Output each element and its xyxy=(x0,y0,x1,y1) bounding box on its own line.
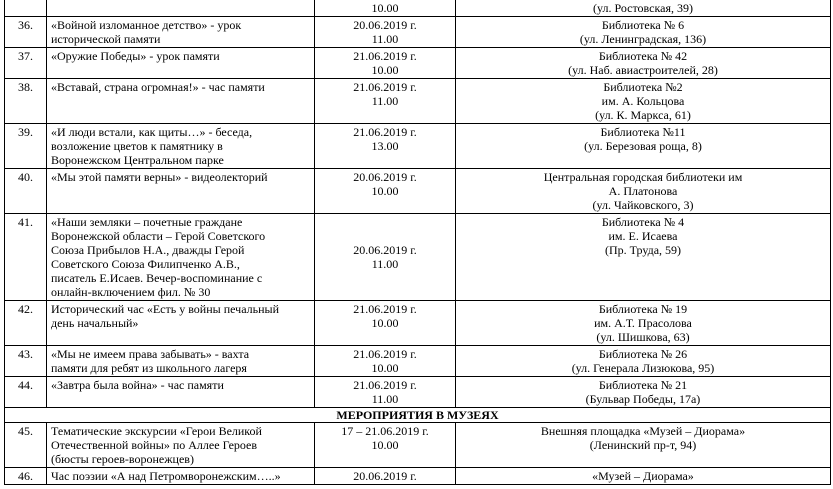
date-cell-line: 20.06.2019 г. xyxy=(353,469,417,483)
date-cell xyxy=(315,214,456,301)
table-row xyxy=(5,169,831,214)
date-cell xyxy=(315,48,456,79)
table-row xyxy=(5,301,831,346)
place-cell-line: Библиотека № 26 xyxy=(598,347,688,361)
row-number: 41. xyxy=(5,214,47,301)
date-cell-line: 10.00 xyxy=(371,1,399,15)
event-cell xyxy=(47,423,315,468)
date-cell xyxy=(315,301,456,346)
date-cell xyxy=(315,79,456,124)
table-row xyxy=(5,124,831,169)
events-table xyxy=(4,0,831,485)
date-cell xyxy=(315,468,456,485)
event-cell-line: «Войной изломанное детство» - урок xyxy=(51,18,242,32)
place-cell xyxy=(456,423,831,468)
place-cell-line: (ул. Генерала Лизюкова, 95) xyxy=(571,361,715,375)
row-number: 38. xyxy=(5,79,47,124)
event-cell-line: Исторический час «Есть у войны печальный xyxy=(51,302,279,316)
event-cell-line: Советского Союза Филипченко А.В., xyxy=(51,257,240,271)
place-cell-line: (ул. Шишкова, 63) xyxy=(596,330,690,344)
table-row xyxy=(5,48,831,79)
date-cell xyxy=(315,423,456,468)
date-cell-line: 10.00 xyxy=(371,63,399,77)
event-cell xyxy=(47,48,315,79)
event-cell-line: Воронежской области – Герой Советского xyxy=(51,229,266,243)
date-cell-line: 21.06.2019 г. xyxy=(353,49,417,63)
table-row xyxy=(5,17,831,48)
date-cell xyxy=(315,17,456,48)
place-cell xyxy=(456,214,831,301)
table-row xyxy=(5,0,831,17)
date-cell-line: 17 – 21.06.2019 г. xyxy=(341,424,429,438)
event-cell-line: «Мы этой памяти верны» - видеолекторий xyxy=(51,170,268,184)
event-cell-line: Воронежском Центральном парке xyxy=(51,153,224,167)
place-cell xyxy=(456,301,831,346)
date-cell-line: 20.06.2019 г. xyxy=(353,170,417,184)
date-cell-line: 20.06.2019 г. xyxy=(353,243,417,257)
date-cell-line: 20.06.2019 г. xyxy=(353,18,417,32)
event-cell-line: «Завтра была война» - час памяти xyxy=(51,378,224,392)
place-cell-line: Библиотека № 4 xyxy=(601,215,685,229)
place-cell xyxy=(456,169,831,214)
event-cell-line: онлайн-включением фил. № 30 xyxy=(51,285,211,299)
table-row xyxy=(5,468,831,485)
event-cell-line: Тематические экскурсии «Герои Великой xyxy=(51,424,262,438)
row-number: 45. xyxy=(5,423,47,468)
place-cell-line: Библиотека № 42 xyxy=(598,49,688,63)
event-cell-line: Союза Прибылов Н.А., дважды Герой xyxy=(51,243,245,257)
place-cell-line: «Музей – Диорама» xyxy=(592,469,694,483)
date-cell xyxy=(315,377,456,408)
event-cell-line: «Оружие Победы» - урок памяти xyxy=(51,49,220,63)
event-cell-line: исторической памяти xyxy=(51,32,161,46)
event-cell xyxy=(47,468,315,485)
date-cell-line: 10.00 xyxy=(371,438,399,452)
place-cell-line: Библиотека № 19 xyxy=(598,302,688,316)
table-row xyxy=(5,79,831,124)
place-cell xyxy=(456,0,831,17)
date-cell xyxy=(315,124,456,169)
event-cell xyxy=(47,214,315,301)
date-cell-line: 11.00 xyxy=(371,94,399,108)
event-cell-line: Час поэзии «А над Петромворонежским…..» xyxy=(51,469,281,483)
row-number: 43. xyxy=(5,346,47,377)
event-cell-line: памяти для ребят из школьного лагеря xyxy=(51,361,247,375)
place-cell-line: Внешняя площадка «Музей – Диорама» xyxy=(540,424,746,438)
event-cell xyxy=(47,17,315,48)
row-number: 44. xyxy=(5,377,47,408)
place-cell-line: им. Е. Исаева xyxy=(608,229,678,243)
place-cell-line: (ул. Наб. авиастроителей, 28) xyxy=(568,63,718,77)
place-cell-line: (Ленинский пр-т, 94) xyxy=(589,438,697,452)
row-number: 36. xyxy=(5,17,47,48)
place-cell-line: (Бульвар Победы, 17а) xyxy=(585,392,701,406)
event-cell-line: Отечественной войны» по Аллее Героев xyxy=(51,438,258,452)
date-cell-line: 21.06.2019 г. xyxy=(353,302,417,316)
place-cell xyxy=(456,346,831,377)
event-cell xyxy=(47,79,315,124)
event-cell xyxy=(47,346,315,377)
section-row xyxy=(5,408,831,423)
event-cell-line: возложение цветов к памятнику в xyxy=(51,139,223,153)
date-cell xyxy=(315,0,456,17)
place-cell-line: им. А. Кольцова xyxy=(601,94,685,108)
event-cell-line: день начальный» xyxy=(51,316,139,330)
row-number: 39. xyxy=(5,124,47,169)
event-cell xyxy=(47,377,315,408)
date-cell xyxy=(315,169,456,214)
table-row xyxy=(5,377,831,408)
place-cell-line: Библиотека №11 xyxy=(600,125,686,139)
place-cell-line: им. А.Т. Прасолова xyxy=(594,316,692,330)
place-cell xyxy=(456,377,831,408)
row-number: 42. xyxy=(5,301,47,346)
date-cell xyxy=(315,346,456,377)
place-cell xyxy=(456,124,831,169)
place-cell-line: Библиотека № 6 xyxy=(601,18,685,32)
event-cell-line: «И люди встали, как щиты…» - беседа, xyxy=(51,125,253,139)
events-table-body xyxy=(5,0,831,485)
place-cell xyxy=(456,79,831,124)
section-title: МЕРОПРИЯТИЯ В МУЗЕЯХ xyxy=(5,408,831,423)
row-number xyxy=(5,0,47,17)
table-row xyxy=(5,346,831,377)
place-cell xyxy=(456,17,831,48)
event-cell-line: «Мы не имеем права забывать» - вахта xyxy=(51,347,250,361)
date-cell-line: 11.00 xyxy=(371,392,399,406)
place-cell xyxy=(456,48,831,79)
place-cell-line: Библиотека № 21 xyxy=(598,378,688,392)
table-row xyxy=(5,423,831,468)
place-cell-line: Центральная городская библиотеки им xyxy=(543,170,743,184)
event-cell-line: (бюсты героев-воронежцев) xyxy=(51,452,194,466)
event-cell xyxy=(47,301,315,346)
place-cell-line: (ул. Березовая роща, 8) xyxy=(584,139,702,153)
row-number: 37. xyxy=(5,48,47,79)
date-cell-line: 21.06.2019 г. xyxy=(353,347,417,361)
date-cell-line: 21.06.2019 г. xyxy=(353,378,417,392)
date-cell-line: 21.06.2019 г. xyxy=(353,80,417,94)
event-cell xyxy=(47,124,315,169)
place-cell-line: А. Платонова xyxy=(608,184,678,198)
place-cell-line: (Пр. Труда, 59) xyxy=(604,243,682,257)
event-cell-line: «Наши земляки – почетные граждане xyxy=(51,215,243,229)
date-cell-line: 11.00 xyxy=(371,32,399,46)
place-cell-line: Библиотека №2 xyxy=(603,80,683,94)
event-cell xyxy=(47,169,315,214)
place-cell-line: (ул. Ростовская, 39) xyxy=(593,1,693,15)
place-cell-line: (ул. Чайковского, 3) xyxy=(592,198,694,212)
event-cell-line: писатель Е.Исаев. Вечер-воспоминание с xyxy=(51,271,263,285)
row-number: 46. xyxy=(5,468,47,485)
date-cell-line: 13.00 xyxy=(371,139,399,153)
place-cell xyxy=(456,468,831,485)
date-cell-line: 21.06.2019 г. xyxy=(353,125,417,139)
event-cell xyxy=(47,0,315,17)
date-cell-line: 10.00 xyxy=(371,184,399,198)
row-number: 40. xyxy=(5,169,47,214)
place-cell-line: (ул. Ленинградская, 136) xyxy=(579,32,707,46)
place-cell-line: (ул. К. Маркса, 61) xyxy=(595,108,691,122)
event-cell-line: «Вставай, страна огромная!» - час памяти xyxy=(51,80,265,94)
date-cell-line: 11.00 xyxy=(371,257,399,271)
date-cell-line: 10.00 xyxy=(371,316,399,330)
date-cell-line: 10.00 xyxy=(371,361,399,375)
table-row xyxy=(5,214,831,301)
